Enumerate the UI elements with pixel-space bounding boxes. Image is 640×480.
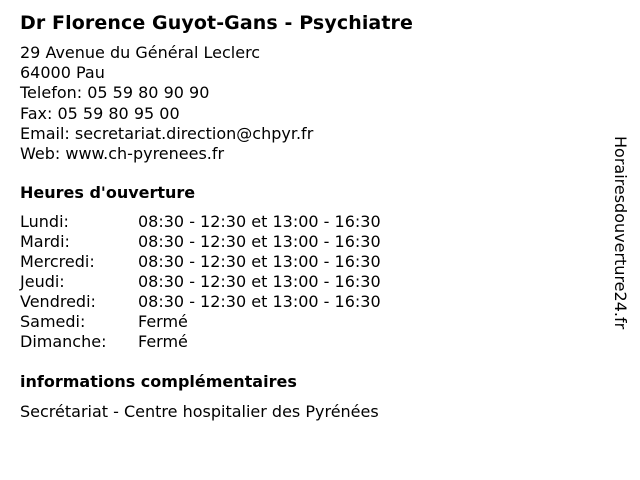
hours-row: [20, 292, 600, 312]
hours-row: [20, 212, 600, 232]
info-text: Secrétariat - Centre hospitalier des Pyrénées: [20, 402, 379, 422]
hours-time: 08:30 - 12:30 et 13:00 - 16:30: [138, 212, 381, 232]
hours-row: [20, 252, 600, 272]
hours-table: [20, 212, 600, 352]
info-heading: informations complémentaires: [20, 372, 297, 392]
hours-row: [20, 232, 600, 252]
hours-heading: Heures d'ouverture: [20, 183, 196, 203]
fax-number: Fax: 05 59 80 95 00: [20, 103, 180, 123]
hours-row: [20, 272, 600, 292]
site-watermark: Horairesdouverture24.fr: [611, 136, 630, 330]
hours-time: 08:30 - 12:30 et 13:00 - 16:30: [138, 292, 381, 312]
address-block: [20, 43, 600, 164]
hours-day: Mardi:: [20, 232, 70, 252]
hours-time: 08:30 - 12:30 et 13:00 - 16:30: [138, 252, 381, 272]
street-address: 29 Avenue du Général Leclerc: [20, 43, 261, 62]
email-address: Email: secretariat.direction@chpyr.fr: [20, 123, 314, 143]
hours-time: Fermé: [138, 332, 188, 352]
hours-row: [20, 312, 600, 332]
hours-time: 08:30 - 12:30 et 13:00 - 16:30: [138, 272, 381, 292]
hours-day: Samedi:: [20, 312, 86, 332]
phone-number: Telefon: 05 59 80 90 90: [20, 83, 210, 103]
hours-day: Vendredi:: [20, 292, 96, 312]
hours-day: Jeudi:: [20, 272, 65, 292]
city-address: 64000 Pau: [20, 63, 105, 83]
page-title: Dr Florence Guyot-Gans - Psychiatre: [20, 12, 413, 34]
website-url: Web: www.ch-pyrenees.fr: [20, 144, 225, 164]
hours-time: Fermé: [138, 312, 188, 332]
hours-row: [20, 332, 600, 352]
hours-time: 08:30 - 12:30 et 13:00 - 16:30: [138, 232, 381, 252]
hours-day: Dimanche:: [20, 332, 107, 352]
hours-day: Lundi:: [20, 212, 69, 232]
listing-card: [20, 11, 600, 422]
hours-day: Mercredi:: [20, 252, 95, 272]
